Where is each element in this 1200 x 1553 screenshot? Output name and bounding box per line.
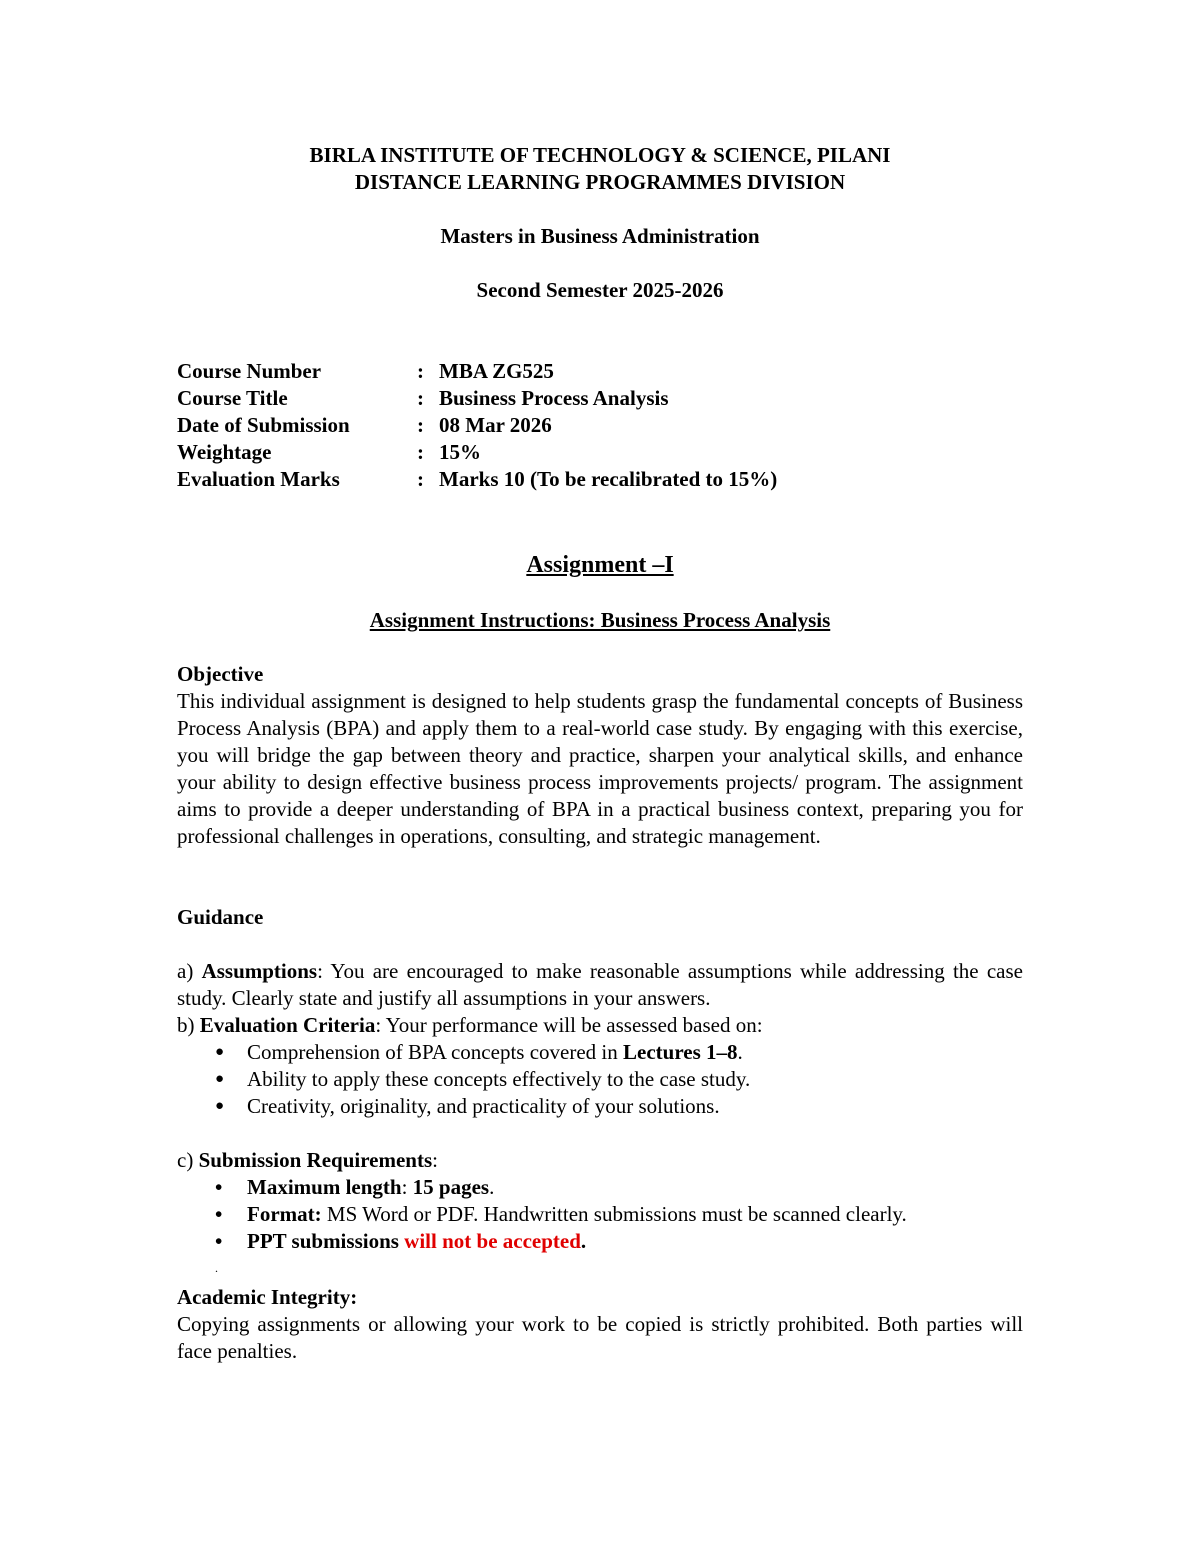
- objective-text: This individual assignment is designed to help students grasp the fundamental concepts of Business Process Analysis (BPA) and apply them to a real-world case study. By engaging with this exercise, you will bridge the gap between theory and practice, sharpen your analytical skills, and enhance your ability to design effective business process improvements projects/ program. The assignment aims to provide a deeper understanding of BPA in a practical business context, preparing you for professional challenges in operations, consulting, and strategic management.: [177, 689, 1023, 848]
- assumptions-text: : You are encouraged to make reasonable assumptions while addressing the case study. Clearly state and justify all assumptions in your answers.: [177, 959, 1023, 1010]
- list-item: [177, 1066, 1023, 1093]
- course-meta-table: [177, 358, 777, 493]
- spacer: [177, 1120, 1023, 1147]
- list-item: [177, 1201, 1023, 1228]
- evaluation-criteria-list: [177, 1039, 1023, 1120]
- list-item: [177, 1174, 1023, 1201]
- meta-row-weightage: [177, 439, 777, 466]
- meta-value: MBA ZG525: [439, 359, 554, 383]
- guidance-section: [177, 904, 1023, 1282]
- bullet-icon: ●: [215, 1071, 225, 1087]
- submission-requirements-list: [177, 1174, 1023, 1255]
- meta-key: Date of Submission: [177, 413, 350, 437]
- submission-requirements-paragraph: [177, 1147, 1023, 1174]
- bullet-icon: ●: [215, 1044, 225, 1060]
- assumptions-label: Assumptions: [201, 959, 318, 983]
- bullet-icon: •: [215, 1202, 223, 1226]
- item-prefix: a): [177, 959, 202, 983]
- evaluation-criteria-text: : Your performance will be assessed based on:: [375, 1013, 763, 1037]
- submission-requirements-label: Submission Requirements: [198, 1148, 433, 1172]
- item-prefix: c): [177, 1148, 199, 1172]
- bullet-icon: ●: [215, 1098, 225, 1114]
- meta-key: Course Number: [177, 359, 322, 383]
- stray-dot: .: [215, 1261, 218, 1275]
- item-prefix: b): [177, 1013, 200, 1037]
- list-item-text: Ability to apply these concepts effectively to the case study.: [247, 1067, 751, 1091]
- list-item-text: Creativity, originality, and practicality of your solutions.: [247, 1094, 720, 1118]
- meta-value: Marks 10 (To be recalibrated to 15%): [439, 467, 778, 491]
- bullet-icon: •: [215, 1229, 223, 1253]
- integrity-heading: Academic Integrity:: [177, 1285, 358, 1309]
- division-name: DISTANCE LEARNING PROGRAMMES DIVISION: [354, 170, 846, 194]
- submission-requirements-text: :: [432, 1148, 438, 1172]
- list-item: [177, 1093, 1023, 1120]
- integrity-text: Copying assignments or allowing your work to be copied is strictly prohibited. Both parties will face penalties.: [177, 1312, 1023, 1363]
- spacer: [177, 931, 1023, 958]
- meta-row-course-title: [177, 385, 777, 412]
- meta-key: Weightage: [177, 440, 272, 464]
- meta-value: 15%: [439, 440, 481, 464]
- ppt-warning: will not be accepted: [404, 1229, 581, 1253]
- list-item: [177, 1039, 1023, 1066]
- instructions-title: Assignment Instructions: Business Process Analysis: [369, 608, 831, 632]
- semester: Second Semester 2025-2026: [476, 278, 724, 302]
- meta-row-course-number: [177, 358, 777, 385]
- integrity-section: [177, 1284, 1023, 1365]
- objective-section: [177, 661, 1023, 850]
- institute-name: BIRLA INSTITUTE OF TECHNOLOGY & SCIENCE, PILANI: [309, 143, 891, 167]
- meta-colon: :: [417, 467, 424, 491]
- meta-key: Evaluation Marks: [177, 467, 340, 491]
- assignment-title: Assignment –I: [526, 552, 674, 578]
- meta-key: Course Title: [177, 386, 288, 410]
- list-item: [177, 1228, 1023, 1255]
- max-length-sep: :: [401, 1175, 413, 1199]
- meta-row-evaluation-marks: [177, 466, 777, 493]
- objective-heading: Objective: [177, 662, 264, 686]
- bullet-icon: •: [215, 1175, 223, 1199]
- assumptions-paragraph: [177, 958, 1023, 1012]
- ppt-tail: .: [580, 1229, 587, 1253]
- meta-value: Business Process Analysis: [439, 386, 669, 410]
- meta-colon: :: [417, 413, 424, 437]
- meta-colon: :: [417, 386, 424, 410]
- guidance-heading: Guidance: [177, 905, 264, 929]
- evaluation-criteria-label: Evaluation Criteria: [199, 1013, 376, 1037]
- ppt-label: PPT submissions: [247, 1229, 405, 1253]
- lectures-range: Lectures 1–8: [623, 1040, 738, 1064]
- meta-colon: :: [417, 359, 424, 383]
- format-label: Format:: [247, 1202, 322, 1226]
- list-item-tail: .: [737, 1040, 743, 1064]
- list-item-text: Comprehension of BPA concepts covered in: [247, 1040, 624, 1064]
- meta-value: 08 Mar 2026: [439, 413, 552, 437]
- format-text: MS Word or PDF. Handwritten submissions must be scanned clearly.: [321, 1202, 907, 1226]
- programme-name: Masters in Business Administration: [440, 224, 760, 248]
- meta-row-date-of-submission: [177, 412, 777, 439]
- max-length-label: Maximum length: [247, 1175, 402, 1199]
- max-length-value: 15 pages: [412, 1175, 490, 1199]
- max-length-tail: .: [489, 1175, 495, 1199]
- evaluation-criteria-paragraph: [177, 1012, 1023, 1039]
- meta-colon: :: [417, 440, 424, 464]
